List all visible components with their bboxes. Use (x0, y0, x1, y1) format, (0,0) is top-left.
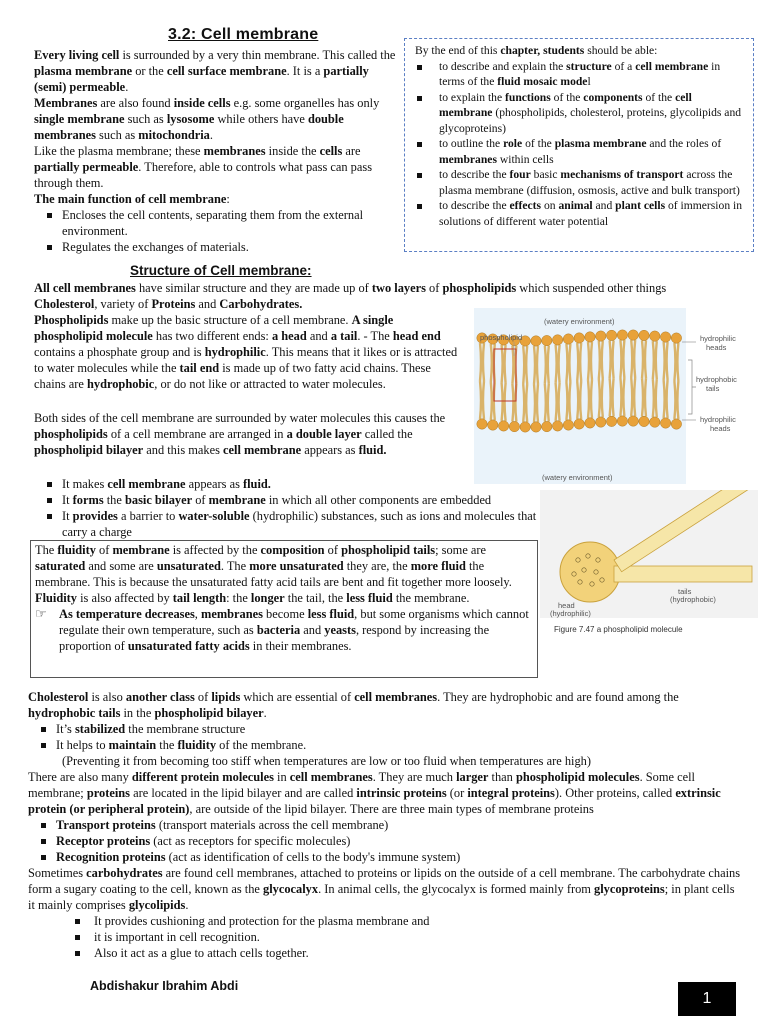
list-item: It provides cushioning and protection for the plasma membrane and (28, 913, 744, 929)
cholesterol-bullets (28, 721, 744, 753)
head-mark (596, 331, 606, 341)
fluidity-box (30, 540, 538, 678)
head-mark (617, 416, 627, 426)
tails-label: tails (678, 587, 692, 596)
intro-section (34, 47, 396, 255)
molecule-head (560, 542, 620, 602)
hydrophilic-heads-label: hydrophilic (700, 334, 736, 343)
temperature-text: As temperature decreases, membranes become less fluid, but some organisms which cannot regulate their own temperature, such as bacteria and yeasts, respond by increasing the proportion of unsaturated fatty acids in their membranes. (59, 607, 529, 653)
head-mark (585, 418, 595, 428)
head-mark (660, 332, 670, 342)
objectives-intro: By the end of this chapter, students should be able: (415, 44, 658, 57)
list-item: to explain the functions of the components of the cell membrane (phospholipids, cholesterol, proteins, glycolipids and glycoproteins) (415, 90, 747, 137)
list-item: to describe and explain the structure of a cell membrane in terms of the fluid mosaic model (415, 59, 747, 90)
function-list (34, 207, 396, 255)
watery-environment-bottom-label: (watery environment) (542, 473, 613, 482)
list-item: to outline the role of the plasma membrane and the roles of membranes within cells (415, 136, 747, 167)
head-mark (574, 333, 584, 343)
head-mark (639, 330, 649, 340)
structure-heading: Structure of Cell membrane: (130, 263, 312, 278)
hydrophobic-tails-label: tails (706, 384, 720, 393)
head-mark (650, 331, 660, 341)
page-title: 3.2: Cell membrane (168, 26, 319, 43)
temperature-note (35, 606, 537, 654)
head-mark (552, 421, 562, 431)
list-item: It helps to maintain the fluidity of the membrane. (28, 737, 744, 753)
head-mark (596, 417, 606, 427)
list-item: It forms the basic bilayer of membrane in which all other components are embedded (34, 492, 542, 508)
hydrophilic-heads-label: heads (706, 343, 727, 352)
fluidity-paragraph: The fluidity of membrane is affected by the composition of phospholipid tails; some are saturated and some are unsaturated. The more unsaturated they are, the more fluid the membrane. This is because the unsaturated fatty acid tails are bent and fit together more loosely. (35, 543, 512, 589)
list-item: Also it act as a glue to attach cells together. (28, 945, 744, 961)
head-mark (671, 419, 681, 429)
hydrophilic-heads-label: heads (710, 424, 731, 433)
head-mark (520, 422, 530, 432)
protein-types (28, 817, 744, 865)
list-item: to describe the four basic mechanisms of transport across the plasma membrane (diffusion, osmosis, active and bulk transport) (415, 167, 747, 198)
phospholipid-figure (540, 490, 758, 640)
list-item: Regulates the exchanges of materials. (34, 239, 396, 255)
hydrophilic-heads-label: hydrophilic (700, 415, 736, 424)
function-heading: The main function of cell membrane: (34, 192, 230, 206)
list-item: Encloses the cell contents, separating them from the external environment. (34, 207, 396, 239)
head-mark (671, 333, 681, 343)
structure-paragraph: Both sides of the cell membrane are surrounded by water molecules this causes the phospholipids of a cell membrane are arranged in a double layer called the phospholipid bilayer and this makes cell membrane appears as fluid. (34, 411, 446, 457)
molecule-tail (614, 566, 752, 582)
hydrophobic-tails-label: hydrophobic (696, 375, 737, 384)
bilayer-figure (474, 308, 748, 484)
figure-caption: Figure 7.47 a phospholipid molecule (554, 625, 683, 634)
head-mark (628, 330, 638, 340)
intro-paragraph: Every living cell is surrounded by a very thin membrane. This called the plasma membrane or the cell surface membrane. It is a partially (semi) permeable. (34, 48, 396, 94)
phospholipid-label: phospholipid (480, 333, 523, 342)
list-item: It’s stabilized the membrane structure (28, 721, 744, 737)
head-mark (585, 332, 595, 342)
watery-environment-top-label: (watery environment) (544, 317, 615, 326)
fluidity-paragraph: Fluidity is also affected by tail length: the longer the tail, the less fluid the membrane. (35, 591, 470, 605)
list-item: it is important in cell recognition. (28, 929, 744, 945)
head-mark (574, 419, 584, 429)
head-mark (639, 416, 649, 426)
proteins-paragraph: There are also many different protein molecules in cell membranes. They are much larger than phospholipid molecules. Some cell membrane; proteins are located in the lipid bilayer and are called intrinsic proteins (or integral proteins). Other proteins, called extrinsic protein (or peripheral protein), are outside of the lipid bilayer. There are three main types of membrane proteins (28, 770, 721, 816)
phospholipid-molecule-diagram (540, 490, 758, 640)
tails-label: (hydrophobic) (670, 595, 716, 604)
list-item: to describe the effects on animal and plant cells of immersion in solutions of different water potential (415, 198, 747, 229)
structure-paragraph: All cell membranes have similar structure and they are made up of two layers of phospholipids which suspended other things Cholesterol, variety of Proteins and Carbohydrates. (34, 281, 667, 311)
head-mark (606, 416, 616, 426)
head-mark (617, 330, 627, 340)
head-mark (628, 416, 638, 426)
list-item: Recognition proteins (act as identification of cells to the body's immune system) (28, 849, 744, 865)
head-mark (606, 330, 616, 340)
head-mark (542, 421, 552, 431)
intro-paragraph: Membranes are also found inside cells e.g. some organelles has only single membrane such as lysosome while others have double membranes such as mitochondria. (34, 96, 380, 142)
cholesterol-paragraph: Cholesterol is also another class of lipids which are essential of cell membranes. They are hydrophobic and are found among the hydrophobic tails in the phospholipid bilayer. (28, 690, 679, 720)
author-name: Abdishakur Ibrahim Abdi (90, 979, 239, 993)
head-mark (477, 419, 487, 429)
page-number: 1 (678, 982, 736, 1016)
head-label: (hydrophilic) (550, 609, 591, 618)
cholesterol-note: (Preventing it from becoming too stiff when temperatures are low or too fluid when temperatures are high) (62, 754, 591, 768)
head-mark (552, 335, 562, 345)
intro-paragraph: Like the plasma membrane; these membranes inside the cells are partially permeable. Therefore, able to controls what pass can pass through them. (34, 144, 373, 190)
list-item: Transport proteins (transport materials across the cell membrane) (28, 817, 744, 833)
structure-bullets (34, 476, 542, 540)
head-mark (509, 421, 519, 431)
carbohydrates-paragraph: Sometimes carbohydrates are found cell membranes, attached to proteins or lipids on the outside of a cell membrane. The carbohydrate chains form a sugary coating to the cell, known as the glycocalyx. In animal cells, the glycocalyx is formed mainly from glycoproteins; in plant cells it mainly comprises glycolipids. (28, 866, 741, 912)
objectives-list (415, 59, 747, 230)
head-mark (498, 421, 508, 431)
pointing-hand-icon: ☞ (35, 606, 47, 621)
cholesterol-section (28, 689, 744, 961)
head-mark (660, 418, 670, 428)
carbohydrates-bullets (28, 913, 744, 961)
list-item: It makes cell membrane appears as fluid. (34, 476, 542, 492)
head-label: head (558, 601, 575, 610)
head-mark (488, 420, 498, 430)
bilayer-diagram (474, 308, 748, 484)
head-mark (531, 336, 541, 346)
head-mark (563, 420, 573, 430)
objectives-box (404, 38, 754, 252)
list-item: It provides a barrier to water-soluble (hydrophilic) substances, such as ions and molecules that carry a charge (34, 508, 542, 540)
head-mark (531, 422, 541, 432)
head-mark (563, 334, 573, 344)
list-item: Receptor proteins (act as receptors for specific molecules) (28, 833, 744, 849)
structure-paragraph: Phospholipids make up the basic structure of a cell membrane. A single phospholipid molecule has two different ends: a head and a tail. - The head end contains a phosphate group and is hydrophilic. This means that it likes or is attracted to water molecules while the tail end is made up of two fatty acid chains. These chains are hydrophobic, or do not like or attracted to water molecules. (34, 313, 458, 391)
head-mark (542, 335, 552, 345)
head-mark (650, 417, 660, 427)
